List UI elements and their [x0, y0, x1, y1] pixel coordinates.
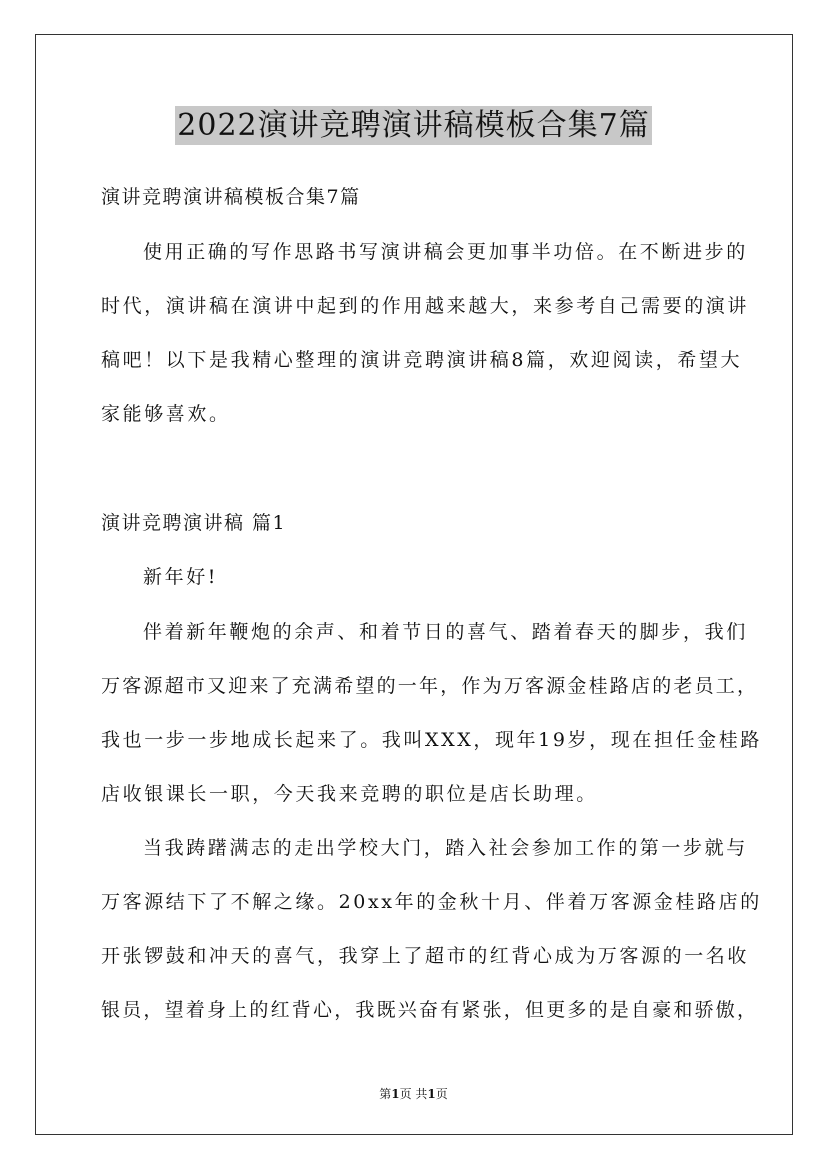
para2-line-2: 万客源结下了不解之缘。20xx年的金秋十月、伴着万客源金桂路店的: [101, 891, 762, 913]
para1-line-1: 伴着新年鞭炮的余声、和着节日的喜气、踏着春天的脚步，我们: [143, 621, 748, 643]
section-heading: 演讲竞聘演讲稿 篇1: [101, 512, 287, 534]
footer-total-pages: 1: [427, 1087, 436, 1101]
document-title: [0, 100, 827, 144]
para2-line-1: 当我踌躇满志的走出学校大门，踏入社会参加工作的第一步就与: [143, 837, 748, 859]
footer-mid: 页 共: [399, 1087, 428, 1101]
intro-line-3: 稿吧！以下是我精心整理的演讲竞聘演讲稿8篇，欢迎阅读，希望大: [101, 349, 743, 371]
para1-line-3: 我也一步一步地成长起来了。我叫XXX，现年19岁，现在担任金桂路: [101, 729, 762, 751]
para2-line-3: 开张锣鼓和冲天的喜气，我穿上了超市的红背心成为万客源的一名收: [101, 945, 750, 967]
footer-prefix: 第: [379, 1087, 392, 1101]
intro-line-4: 家能够喜欢。: [101, 403, 231, 425]
document-title-text: 2022演讲竞聘演讲稿模板合集7篇: [177, 108, 650, 143]
footer-page-number: 1: [391, 1087, 400, 1101]
para2-line-4: 银员，望着身上的红背心，我既兴奋有紧张，但更多的是自豪和骄傲，: [101, 999, 759, 1021]
subtitle: 演讲竞聘演讲稿模板合集7篇: [101, 186, 361, 208]
para1-line-2: 万客源超市又迎来了充满希望的一年，作为万客源金桂路店的老员工，: [101, 675, 759, 697]
page-footer: [0, 1085, 827, 1102]
intro-line-2: 时代，演讲稿在演讲中起到的作用越来越大，来参考自己需要的演讲: [101, 295, 750, 317]
footer-suffix: 页: [435, 1087, 448, 1101]
intro-line-1: 使用正确的写作思路书写演讲稿会更加事半功倍。在不断进步的: [143, 241, 748, 263]
greeting: 新年好!: [143, 566, 219, 588]
para1-line-4: 店收银课长一职，今天我来竞聘的职位是店长助理。: [101, 783, 598, 805]
